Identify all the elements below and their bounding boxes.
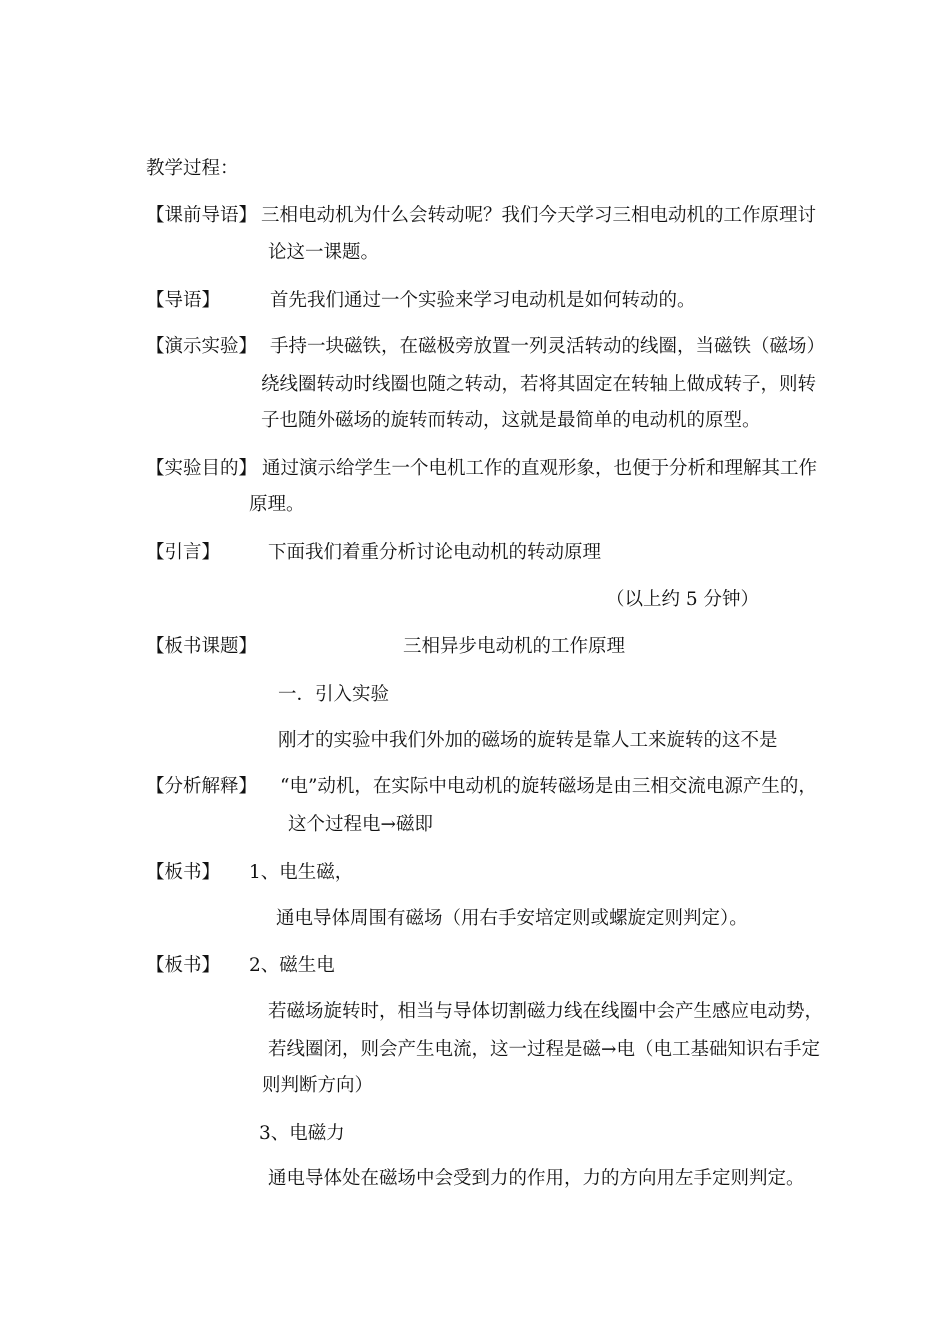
analysis-line-1: “电”动机，在实际中电动机的旋转磁场是由三相交流电源产生的， (280, 776, 817, 797)
board-1-item: 1、电生磁， (249, 862, 354, 883)
heading: 教学过程： (146, 158, 239, 179)
time-note: （以上约 5 分钟） (606, 589, 760, 610)
board-2-line-1: 若磁场旋转时，相当与导体切割磁力线在线圈中会产生感应电动势， (268, 1001, 824, 1022)
board-2-item: 2、磁生电 (249, 955, 335, 976)
tag-board-2: 【板书】 (146, 955, 221, 976)
purpose-line-1: 通过演示给学生一个电机工作的直观形象，也便于分析和理解其工作 (262, 458, 818, 479)
board-2-line-2: 若线圈闭，则会产生电流，这一过程是磁→电（电工基础知识右手定 (268, 1039, 821, 1060)
tag-purpose: 【实验目的】 (146, 458, 258, 479)
tag-board-title: 【板书课题】 (146, 636, 258, 657)
tag-lead: 【导语】 (146, 290, 221, 311)
section-one-text: 刚才的实验中我们外加的磁场的旋转是靠人工来旋转的这不是 (278, 730, 778, 751)
point-3-text: 通电导体处在磁场中会受到力的作用，力的方向用左手定则判定。 (268, 1168, 805, 1189)
board-title: 三相异步电动机的工作原理 (403, 636, 626, 657)
tag-board-1: 【板书】 (146, 862, 221, 883)
demo-line-1: 手持一块磁铁，在磁极旁放置一列灵活转动的线圈，当磁铁（磁场） (270, 336, 826, 357)
board-1-text: 通电导体周围有磁场（用右手安培定则或螺旋定则判定）。 (276, 908, 748, 929)
intro-line-1: 三相电动机为什么会转动呢？我们今天学习三相电动机的工作原理讨 (261, 205, 817, 226)
purpose-line-2: 原理。 (249, 494, 305, 515)
demo-line-2: 绕线圈转动时线圈也随之转动，若将其固定在转轴上做成转子，则转 (261, 374, 817, 395)
board-2-line-3: 则判断方向） (262, 1075, 374, 1096)
point-3-item: 3、电磁力 (259, 1123, 345, 1144)
analysis-line-2: 这个过程电→磁即 (288, 814, 434, 835)
intro-line-2: 论这一课题。 (268, 242, 380, 263)
tag-demo: 【演示实验】 (146, 336, 258, 357)
tag-preface: 【引言】 (146, 542, 221, 563)
section-one-heading: 一．引入实验 (278, 684, 390, 705)
tag-analysis: 【分析解释】 (146, 776, 258, 797)
tag-intro: 【课前导语】 (146, 205, 258, 226)
lead-line-1: 首先我们通过一个实验来学习电动机是如何转动的。 (270, 290, 696, 311)
demo-line-3: 子也随外磁场的旋转而转动，这就是最简单的电动机的原型。 (261, 410, 761, 431)
preface-line-1: 下面我们着重分析讨论电动机的转动原理 (268, 542, 602, 563)
